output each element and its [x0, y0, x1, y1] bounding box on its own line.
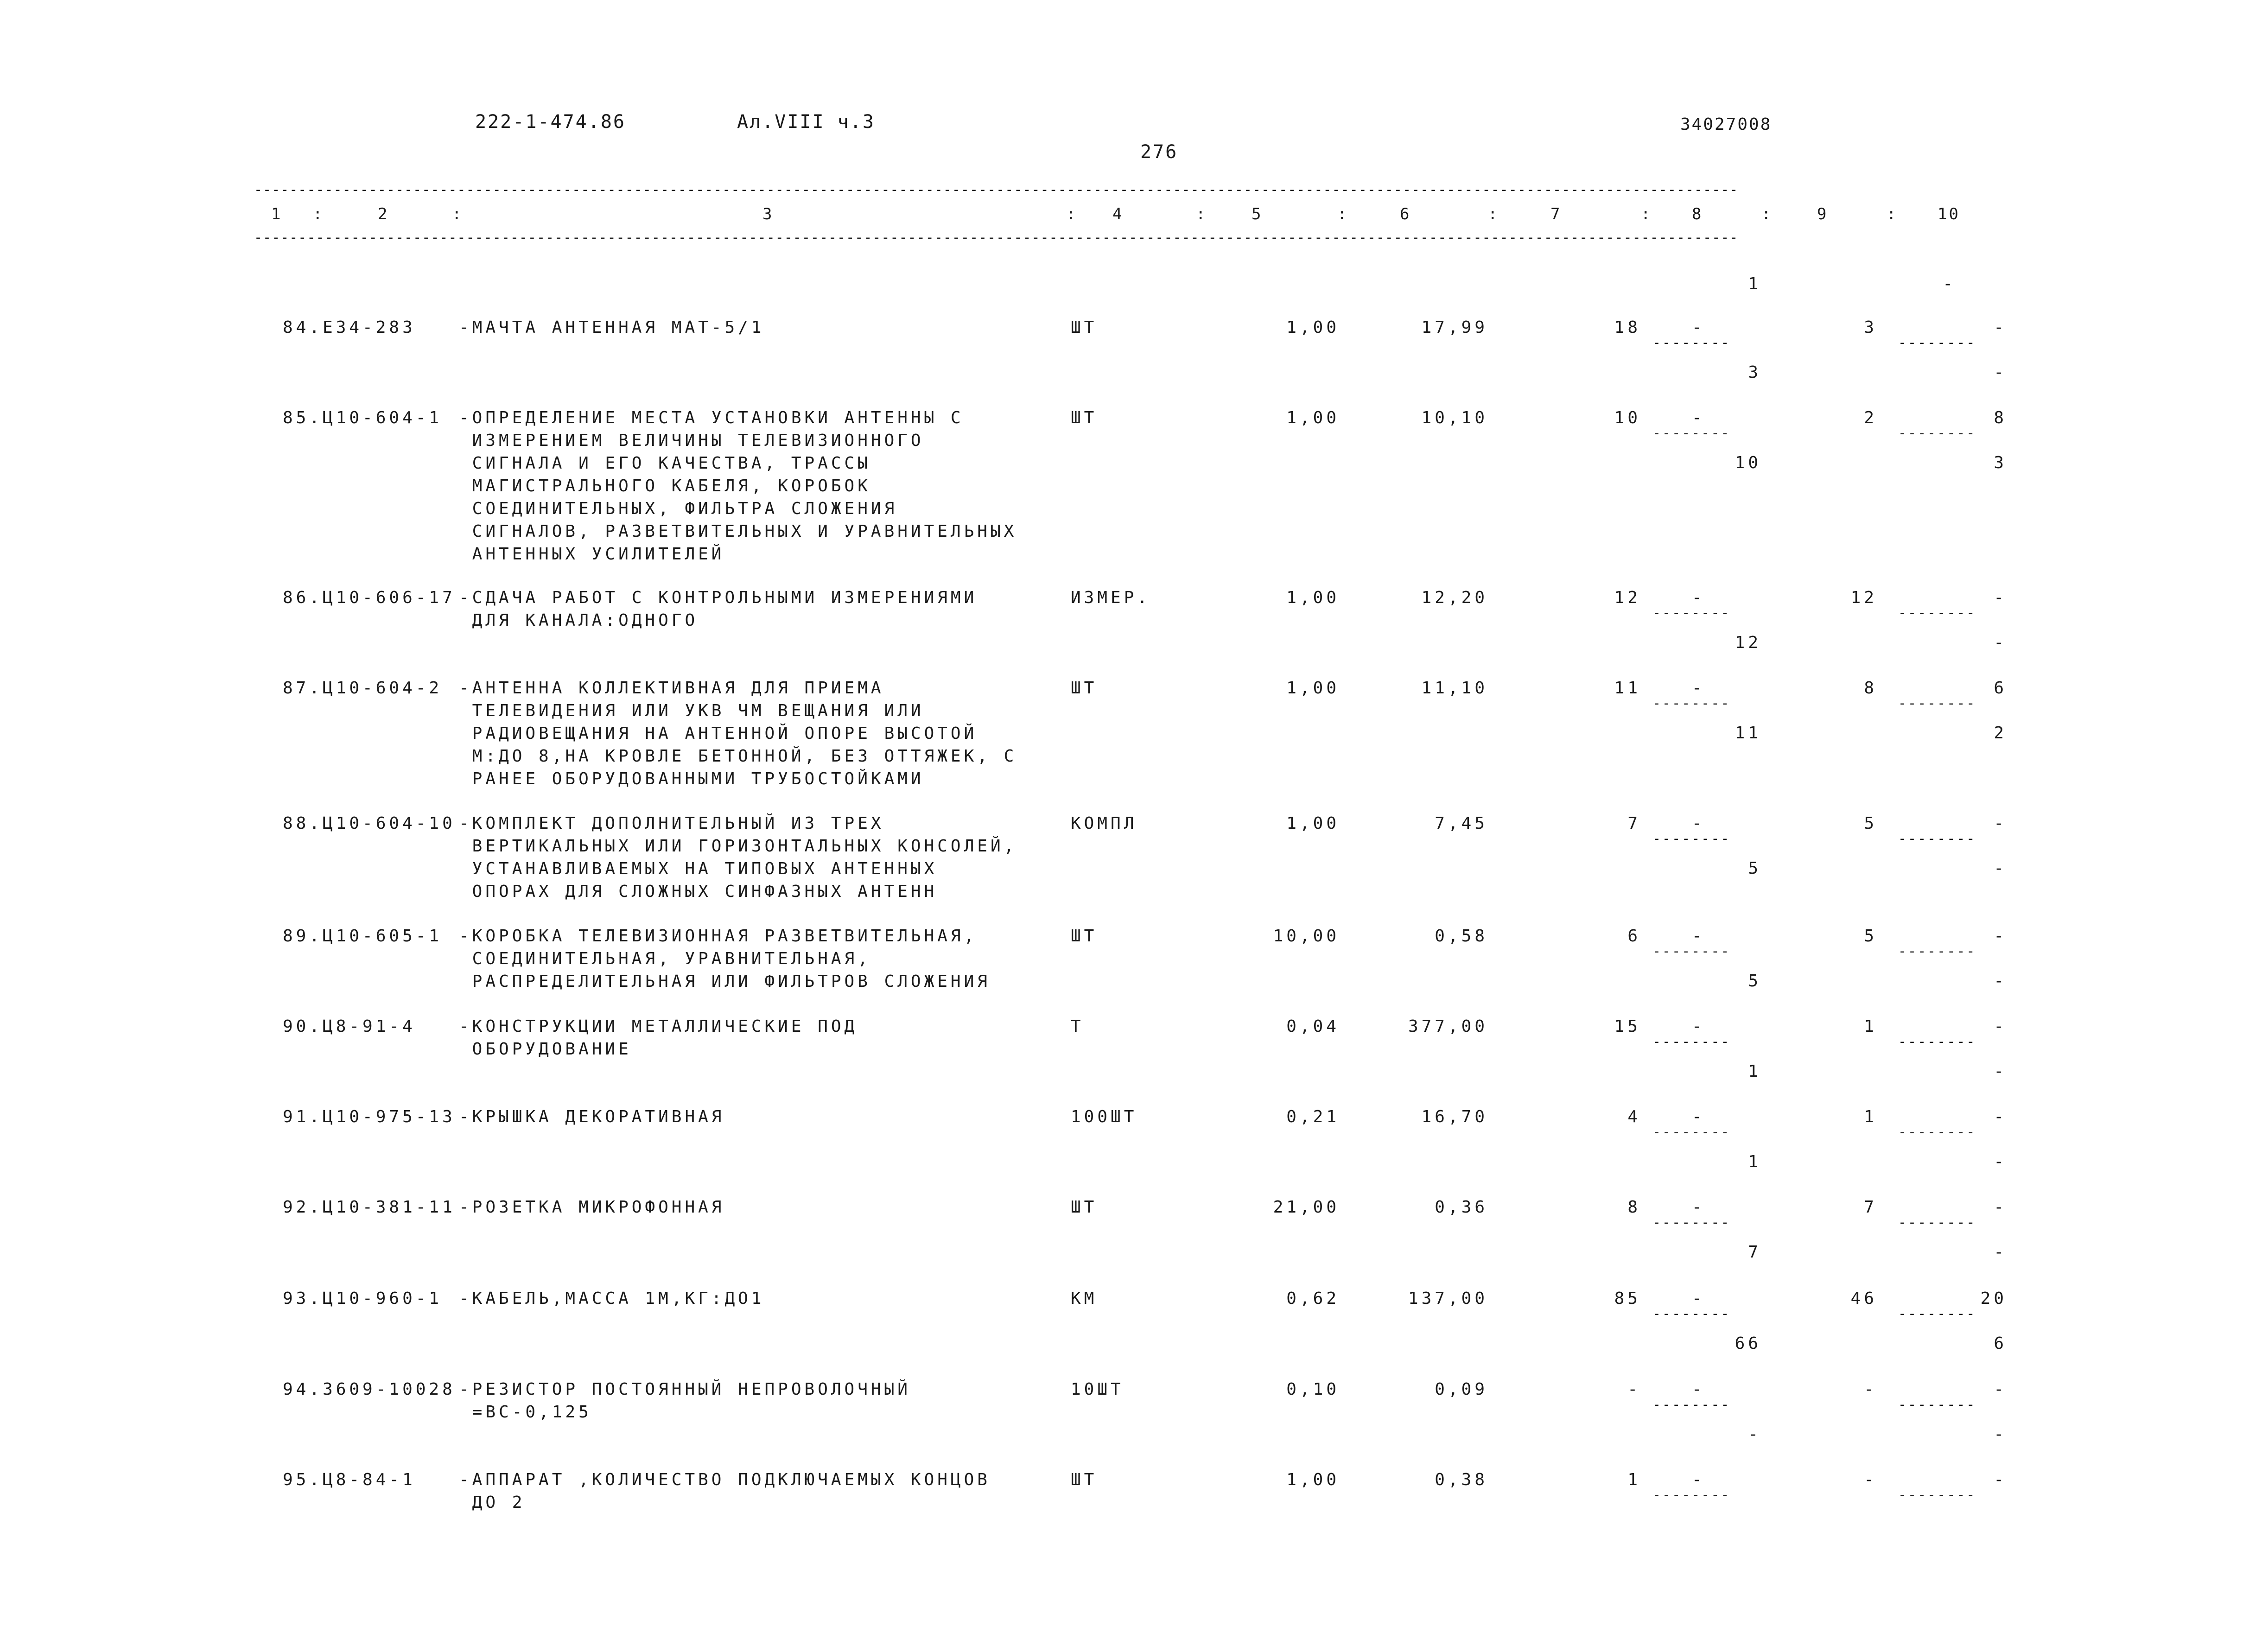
row-col10-numerator: -	[1994, 1017, 2007, 1036]
row-col9: 3	[1864, 318, 1877, 337]
row-total-cost: 8	[1627, 1198, 1641, 1217]
row-unit-price: 17,99	[1421, 318, 1488, 337]
row-quantity: 1,00	[1286, 588, 1340, 607]
row-description-line: ОБОРУДОВАНИЕ	[459, 1040, 632, 1059]
row-col9: -	[1864, 1470, 1877, 1489]
row-col10-numerator: -	[1994, 1470, 2007, 1489]
row-description-line: РАСПРЕДЕЛИТЕЛЬНАЯ ИЛИ ФИЛЬТРОВ СЛОЖЕНИЯ	[459, 972, 991, 991]
column-separator: :	[1066, 205, 1078, 223]
row-col10-fraction-bar: --------	[1898, 1397, 1976, 1413]
row-col10-numerator: 8	[1994, 408, 2007, 427]
row-code: 85.Ц10-604-1	[283, 408, 443, 427]
row-unit: 100ШТ	[1071, 1107, 1137, 1126]
row-quantity: 1,00	[1286, 679, 1340, 698]
row-quantity: 0,21	[1286, 1107, 1340, 1126]
row-total-cost: 4	[1627, 1107, 1641, 1126]
column-header-3: 3	[762, 205, 774, 223]
row-description-line: ОПОРАХ ДЛЯ СЛОЖНЫХ СИНФАЗНЫХ АНТЕНН	[459, 882, 938, 901]
row-col10-numerator: -	[1994, 1198, 2007, 1217]
row-col9: 1	[1864, 1017, 1877, 1036]
row-description-line: ДО 2	[459, 1493, 526, 1512]
row-col8-denominator: 10	[1734, 453, 1761, 472]
row-col10-fraction-bar: --------	[1898, 695, 1976, 711]
row-col10-fraction-bar: --------	[1898, 1034, 1976, 1050]
row-col10-fraction-bar: --------	[1898, 425, 1976, 441]
row-total-cost: 10	[1614, 408, 1641, 427]
row-quantity: 1,00	[1286, 318, 1340, 337]
row-col8-fraction-bar: --------	[1652, 1397, 1731, 1413]
row-code: 84.ЕЗ4-283	[283, 318, 416, 337]
row-description-line: -МАЧТА АНТЕННАЯ МАТ-5/1	[459, 318, 765, 337]
row-description-line: -РОЗЕТКА МИКРОФОННАЯ	[459, 1198, 725, 1217]
row-col8-denominator: -	[1748, 1425, 1761, 1444]
row-unit: ИЗМЕР.	[1071, 588, 1151, 607]
row-unit: 10ШТ	[1071, 1380, 1124, 1399]
carry-col10-top: -	[1943, 274, 1956, 293]
row-col8-fraction-bar: --------	[1652, 1034, 1731, 1050]
row-description-line: -АНТЕННА КОЛЛЕКТИВНАЯ ДЛЯ ПРИЕМА	[459, 679, 884, 698]
row-code: 86.Ц10-606-17	[283, 588, 456, 607]
row-col10-fraction-bar: --------	[1898, 1306, 1976, 1322]
row-unit-price: 0,38	[1435, 1470, 1488, 1489]
row-col8-numerator: -	[1692, 1198, 1705, 1217]
row-col8-denominator: 1	[1748, 1152, 1761, 1171]
reference-code: 34027008	[1680, 115, 1772, 134]
row-col8-numerator: -	[1692, 318, 1705, 337]
row-unit-price: 0,09	[1435, 1380, 1488, 1399]
column-separator: :	[1337, 205, 1349, 223]
row-col8-fraction-bar: --------	[1652, 943, 1731, 959]
row-col8-denominator: 7	[1748, 1243, 1761, 1262]
row-col8-numerator: -	[1692, 679, 1705, 698]
row-unit: Т	[1071, 1017, 1084, 1036]
row-col10-fraction-bar: --------	[1898, 831, 1976, 847]
row-description-line: -РЕЗИСТОР ПОСТОЯННЫЙ НЕПРОВОЛОЧНЫЙ	[459, 1380, 911, 1399]
row-col10-numerator: -	[1994, 318, 2007, 337]
row-description-line: ВЕРТИКАЛЬНЫХ ИЛИ ГОРИЗОНТАЛЬНЫХ КОНСОЛЕЙ,	[459, 837, 1017, 856]
row-col10-denominator: 2	[1994, 724, 2007, 743]
column-separator: :	[313, 205, 324, 223]
row-quantity: 21,00	[1273, 1198, 1340, 1217]
row-col10-denominator: -	[1994, 1425, 2007, 1444]
row-col8-denominator: 12	[1734, 633, 1761, 652]
row-col8-fraction-bar: --------	[1652, 335, 1731, 351]
carry-col8-top: 1	[1748, 274, 1761, 293]
row-total-cost: 1	[1627, 1470, 1641, 1489]
row-unit: ШТ	[1071, 1198, 1098, 1217]
row-unit: ШТ	[1071, 1470, 1098, 1489]
row-description-line: -АППАРАТ ,КОЛИЧЕСТВО ПОДКЛЮЧАЕМЫХ КОНЦОВ	[459, 1470, 991, 1489]
row-description-line: АНТЕННЫХ УСИЛИТЕЛЕЙ	[459, 545, 725, 564]
row-description-line: ДЛЯ КАНАЛА:ОДНОГО	[459, 611, 699, 630]
row-col8-numerator: -	[1692, 1107, 1705, 1126]
row-col8-numerator: -	[1692, 1380, 1705, 1399]
column-header-9: 9	[1817, 205, 1829, 223]
row-description-line: ТЕЛЕВИДЕНИЯ ИЛИ УКВ ЧМ ВЕЩАНИЯ ИЛИ	[459, 701, 924, 720]
row-description-line: -СДАЧА РАБОТ С КОНТРОЛЬНЫМИ ИЗМЕРЕНИЯМИ	[459, 588, 978, 607]
row-quantity: 1,00	[1286, 1470, 1340, 1489]
row-description-line: УСТАНАВЛИВАЕМЫХ НА ТИПОВЫХ АНТЕННЫХ	[459, 859, 938, 878]
row-col8-denominator: 3	[1748, 363, 1761, 382]
row-code: 93.Ц10-960-1	[283, 1289, 443, 1308]
row-col10-fraction-bar: --------	[1898, 605, 1976, 621]
row-unit-price: 137,00	[1408, 1289, 1488, 1308]
row-col9: 46	[1850, 1289, 1877, 1308]
row-unit-price: 12,20	[1421, 588, 1488, 607]
row-code: 87.Ц10-604-2	[283, 679, 443, 698]
row-total-cost: -	[1627, 1380, 1641, 1399]
row-description-line: -ОПРЕДЕЛЕНИЕ МЕСТА УСТАНОВКИ АНТЕННЫ С	[459, 408, 964, 427]
row-col9: 1	[1864, 1107, 1877, 1126]
column-header-10: 10	[1938, 205, 1960, 223]
document-code: 222-1-474.86	[475, 111, 626, 133]
row-total-cost: 85	[1614, 1289, 1641, 1308]
row-description-line: М:ДО 8,НА КРОВЛЕ БЕТОННОЙ, БЕЗ ОТТЯЖЕК, С	[459, 747, 1017, 766]
row-col10-denominator: -	[1994, 859, 2007, 878]
column-header-6: 6	[1400, 205, 1411, 223]
row-total-cost: 15	[1614, 1017, 1641, 1036]
row-col10-fraction-bar: --------	[1898, 1214, 1976, 1231]
column-header-4: 4	[1112, 205, 1124, 223]
row-quantity: 0,04	[1286, 1017, 1340, 1036]
row-col8-fraction-bar: --------	[1652, 1306, 1731, 1322]
row-description-line: СОЕДИНИТЕЛЬНЫХ, ФИЛЬТРА СЛОЖЕНИЯ	[459, 499, 898, 518]
row-quantity: 0,62	[1286, 1289, 1340, 1308]
column-separator: :	[1196, 205, 1207, 223]
row-quantity: 10,00	[1273, 927, 1340, 946]
row-unit: КОМПЛ	[1071, 814, 1137, 833]
row-col8-fraction-bar: --------	[1652, 605, 1731, 621]
row-col8-numerator: -	[1692, 927, 1705, 946]
page-number: 276	[1140, 141, 1178, 163]
row-code: 91.Ц10-975-13	[283, 1107, 456, 1126]
row-unit-price: 0,58	[1435, 927, 1488, 946]
row-col9: 12	[1850, 588, 1877, 607]
row-quantity: 1,00	[1286, 814, 1340, 833]
row-col9: 2	[1864, 408, 1877, 427]
row-col8-fraction-bar: --------	[1652, 1487, 1731, 1503]
row-description-line: -КАБЕЛЬ,МАССА 1М,КГ:ДО1	[459, 1289, 765, 1308]
row-col8-fraction-bar: --------	[1652, 831, 1731, 847]
row-col8-denominator: 1	[1748, 1062, 1761, 1081]
row-col8-numerator: -	[1692, 1017, 1705, 1036]
row-col8-fraction-bar: --------	[1652, 1214, 1731, 1231]
column-separator: :	[1761, 205, 1773, 223]
row-total-cost: 6	[1627, 927, 1641, 946]
row-col8-numerator: -	[1692, 1470, 1705, 1489]
row-total-cost: 12	[1614, 588, 1641, 607]
row-col10-denominator: -	[1994, 972, 2007, 991]
row-col9: 7	[1864, 1198, 1877, 1217]
row-unit-price: 377,00	[1408, 1017, 1488, 1036]
row-col8-numerator: -	[1692, 408, 1705, 427]
row-description-line: ИЗМЕРЕНИЕМ ВЕЛИЧИНЫ ТЕЛЕВИЗИОННОГО	[459, 431, 924, 450]
row-total-cost: 18	[1614, 318, 1641, 337]
row-col10-fraction-bar: --------	[1898, 335, 1976, 351]
row-unit: ШТ	[1071, 318, 1098, 337]
column-separator: :	[452, 205, 464, 223]
row-col10-denominator: -	[1994, 363, 2007, 382]
row-col8-denominator: 5	[1748, 972, 1761, 991]
row-col10-numerator: 20	[1980, 1289, 2007, 1308]
row-col10-fraction-bar: --------	[1898, 1487, 1976, 1503]
row-unit-price: 11,10	[1421, 679, 1488, 698]
column-separator: :	[1488, 205, 1499, 223]
row-unit: КМ	[1071, 1289, 1098, 1308]
row-description-line: СИГНАЛОВ, РАЗВЕТВИТЕЛЬНЫХ И УРАВНИТЕЛЬНЫХ	[459, 522, 1017, 541]
row-col8-denominator: 66	[1734, 1334, 1761, 1353]
row-col10-numerator: -	[1994, 1380, 2007, 1399]
row-description-line: РАДИОВЕЩАНИЯ НА АНТЕННОЙ ОПОРЕ ВЫСОТОЙ	[459, 724, 978, 743]
row-description-line: -КРЫШКА ДЕКОРАТИВНАЯ	[459, 1107, 725, 1126]
row-description-line: СОЕДИНИТЕЛЬНАЯ, УРАВНИТЕЛЬНАЯ,	[459, 949, 871, 968]
row-description-line: МАГИСТРАЛЬНОГО КАБЕЛЯ, КОРОБОК	[459, 476, 871, 495]
row-col10-numerator: -	[1994, 588, 2007, 607]
row-code: 95.Ц8-84-1	[283, 1470, 416, 1489]
row-unit: ШТ	[1071, 679, 1098, 698]
row-col9: 5	[1864, 814, 1877, 833]
row-unit-price: 0,36	[1435, 1198, 1488, 1217]
row-total-cost: 11	[1614, 679, 1641, 698]
row-col10-numerator: -	[1994, 927, 2007, 946]
row-code: 90.Ц8-91-4	[283, 1017, 416, 1036]
row-description-line: СИГНАЛА И ЕГО КАЧЕСТВА, ТРАССЫ	[459, 454, 871, 473]
row-col9: 5	[1864, 927, 1877, 946]
row-col10-fraction-bar: --------	[1898, 1124, 1976, 1140]
row-unit-price: 10,10	[1421, 408, 1488, 427]
row-col10-numerator: 6	[1994, 679, 2007, 698]
row-col10-denominator: -	[1994, 1062, 2007, 1081]
row-unit-price: 16,70	[1421, 1107, 1488, 1126]
row-code: 89.Ц10-605-1	[283, 927, 443, 946]
row-col10-denominator: -	[1994, 1243, 2007, 1262]
row-description-line: -КОРОБКА ТЕЛЕВИЗИОННАЯ РАЗВЕТВИТЕЛЬНАЯ,	[459, 927, 978, 946]
column-separator: :	[1641, 205, 1652, 223]
row-col8-fraction-bar: --------	[1652, 1124, 1731, 1140]
row-code: 94.3609-10028	[283, 1380, 456, 1399]
row-code: 92.Ц10-381-11	[283, 1198, 456, 1217]
row-col8-denominator: 11	[1734, 724, 1761, 743]
column-header-7: 7	[1550, 205, 1562, 223]
row-col10-denominator: -	[1994, 633, 2007, 652]
row-unit: ШТ	[1071, 927, 1098, 946]
row-col10-numerator: -	[1994, 814, 2007, 833]
column-header-5: 5	[1252, 205, 1263, 223]
row-code: 88.Ц10-604-10	[283, 814, 456, 833]
column-header-1: 1	[271, 205, 283, 223]
row-col8-numerator: -	[1692, 1289, 1705, 1308]
row-col9: 8	[1864, 679, 1877, 698]
row-col10-denominator: 3	[1994, 453, 2007, 472]
row-col10-numerator: -	[1994, 1107, 2007, 1126]
row-quantity: 1,00	[1286, 408, 1340, 427]
column-separator: :	[1887, 205, 1898, 223]
header-bottom-rule: ------------------------------------------------------------------------------------------------------------------------------------------------------------------------	[254, 229, 1739, 246]
column-header-8: 8	[1692, 205, 1703, 223]
row-description-line: =ВС-0,125	[459, 1403, 592, 1422]
row-col10-denominator: 6	[1994, 1334, 2007, 1353]
album-reference: Ал.VIII ч.3	[737, 111, 875, 133]
row-description-line: РАНЕЕ ОБОРУДОВАННЫМИ ТРУБОСТОЙКАМИ	[459, 769, 924, 788]
row-quantity: 0,10	[1286, 1380, 1340, 1399]
column-header-2: 2	[378, 205, 389, 223]
row-col9: -	[1864, 1380, 1877, 1399]
row-col10-fraction-bar: --------	[1898, 943, 1976, 959]
row-col8-fraction-bar: --------	[1652, 425, 1731, 441]
row-col8-numerator: -	[1692, 588, 1705, 607]
row-total-cost: 7	[1627, 814, 1641, 833]
row-col8-fraction-bar: --------	[1652, 695, 1731, 711]
row-col8-numerator: -	[1692, 814, 1705, 833]
row-unit-price: 7,45	[1435, 814, 1488, 833]
row-unit: ШТ	[1071, 408, 1098, 427]
row-col8-denominator: 5	[1748, 859, 1761, 878]
row-col10-denominator: -	[1994, 1152, 2007, 1171]
row-description-line: -КОНСТРУКЦИИ МЕТАЛЛИЧЕСКИЕ ПОД	[459, 1017, 858, 1036]
header-top-rule: ------------------------------------------------------------------------------------------------------------------------------------------------------------------------	[254, 182, 1739, 198]
row-description-line: -КОМПЛЕКТ ДОПОЛНИТЕЛЬНЫЙ ИЗ ТРЕХ	[459, 814, 884, 833]
